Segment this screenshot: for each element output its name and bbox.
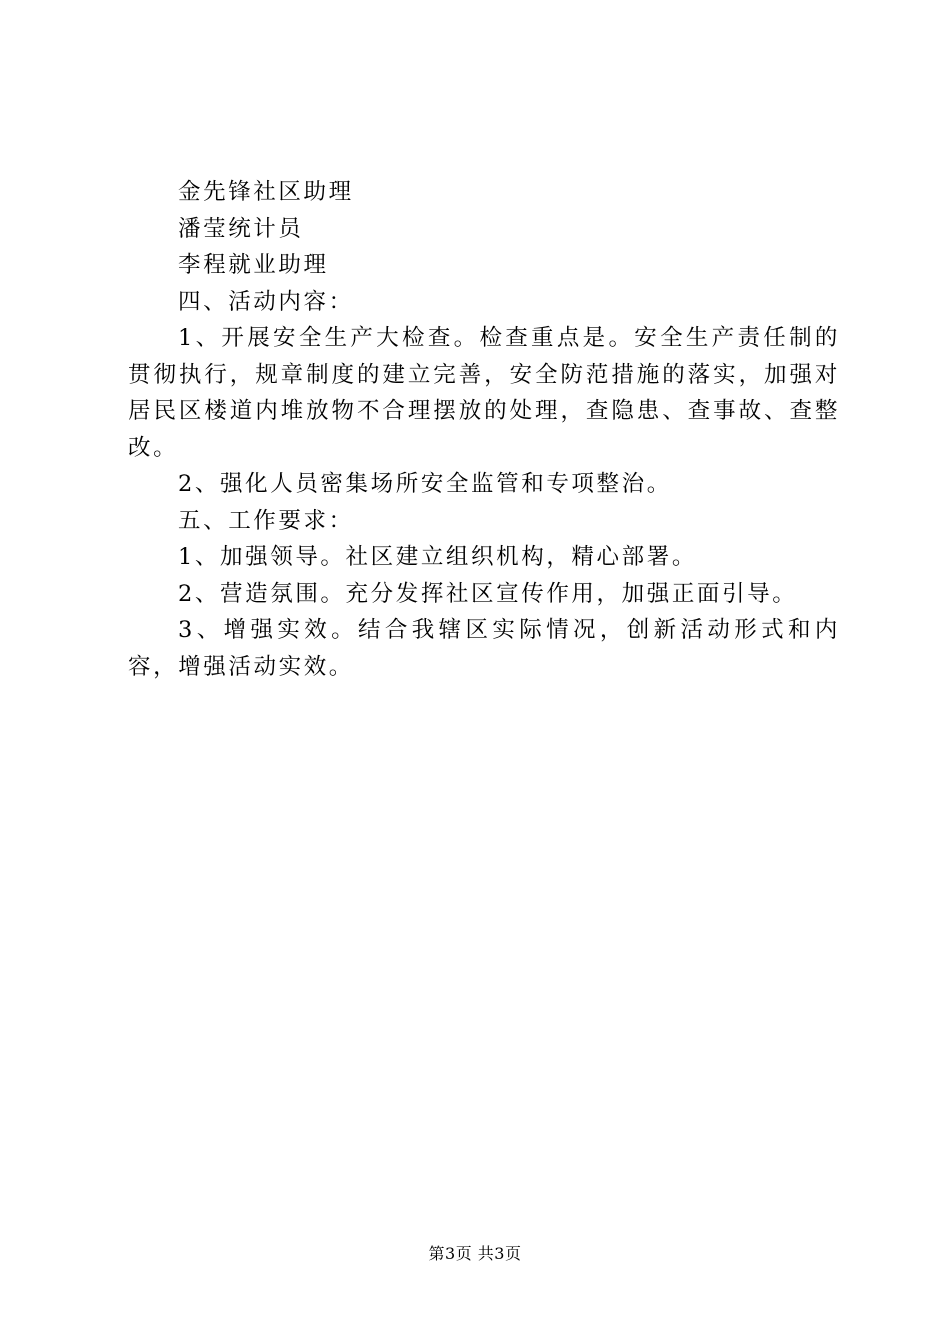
paragraph-staff-1: 金先锋社区助理 (178, 179, 354, 205)
paragraph-requirement-2: 2、营造氛围。充分发挥社区宣传作用，加强正面引导。 (178, 580, 798, 607)
section-heading-activity-content: 四、活动内容： (178, 288, 354, 315)
paragraph-requirement-3: 3、增强实效。结合我辖区实际情况，创新活动形式和内容，增强活动实效。 (128, 617, 840, 680)
paragraph-staff-3: 李程就业助理 (178, 252, 329, 278)
paragraph-activity-2: 2、强化人员密集场所安全监管和专项整治。 (178, 471, 672, 497)
page-number-footer: 第3页 共3页 (428, 1244, 522, 1263)
section-heading-work-requirements: 五、工作要求： (178, 507, 354, 534)
paragraph-staff-2: 潘莹统计员 (178, 215, 304, 242)
paragraph-requirement-1: 1、加强领导。社区建立组织机构，精心部署。 (178, 544, 697, 570)
document-body (128, 174, 840, 685)
paragraph-activity-1: 1、开展安全生产大检查。检查重点是。安全生产责任制的贯彻执行，规章制度的建立完善，安全防范措施的落实，加强对居民区楼道内堆放物不合理摆放的处理，查隐患、查事故、查整改。 (128, 325, 840, 461)
